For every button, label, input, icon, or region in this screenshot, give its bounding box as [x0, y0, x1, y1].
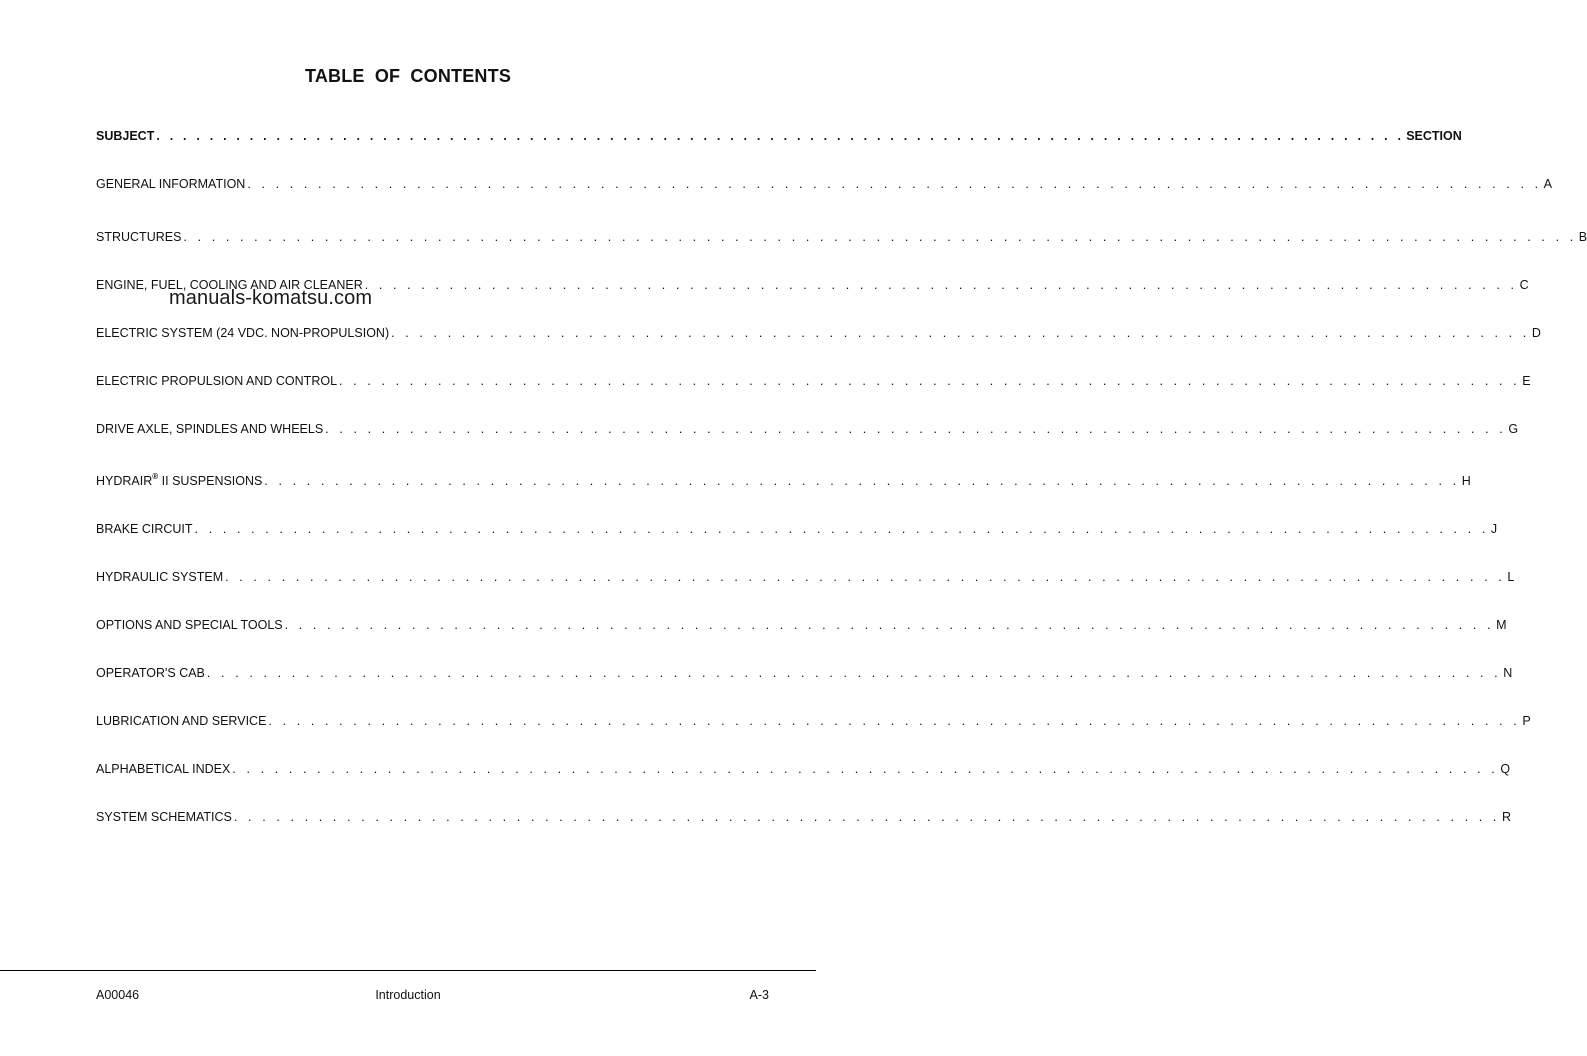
toc-entry-section: R [1501, 810, 1511, 824]
toc-header-row [96, 128, 1462, 144]
leader-dots: . . . . . . . . . . . . . . . . . . . . . . . . . . . . . . . . . . . . . . . . . . . . . . . . . . . . . . . . . . . . . . . . . . . . . . . . . . . . . . . . . . . . . . . . . . . . [206, 666, 1502, 680]
toc-entry-section: N [1503, 666, 1513, 680]
toc-entry-hydraulic-system[interactable] [96, 569, 1515, 585]
leader-dots: . . . . . . . . . . . . . . . . . . . . . . . . . . . . . . . . . . . . . . . . . . . . . . . . . . . . . . . . . . . . . . . . . . . . . . . . . . . . . . . . . . . . . . . . . . . . . . [156, 129, 1405, 143]
toc-entry-section: B [1578, 230, 1587, 244]
leader-dots: . . . . . . . . . . . . . . . . . . . . . . . . . . . . . . . . . . . . . . . . . . . . . . . . . . . . . . . . . . . . . . . . . . . . . . . . . . . . . . . . . . . . . [264, 474, 1460, 488]
footer-divider [0, 970, 816, 971]
toc-entry-alphabetical-index[interactable] [96, 761, 1511, 777]
toc-entry-label [96, 473, 262, 489]
toc-entry-section: J [1490, 522, 1498, 536]
toc-entry-structures[interactable] [96, 229, 1587, 245]
toc-entry-system-schematics[interactable] [96, 809, 1511, 825]
toc-entry-section: G [1508, 422, 1519, 436]
section-header: SECTION [1406, 129, 1462, 143]
toc-entry-label: HYDRAULIC SYSTEM [96, 570, 224, 584]
toc-entry-section: E [1522, 374, 1531, 388]
toc-entry-label: STRUCTURES [96, 230, 182, 244]
subject-header: SUBJECT [96, 129, 155, 143]
toc-entry-lubrication-service[interactable] [96, 713, 1531, 729]
hydrair-suffix: II SUSPENSIONS [158, 474, 263, 488]
toc-entry-label: LUBRICATION AND SERVICE [96, 714, 267, 728]
leader-dots: . . . . . . . . . . . . . . . . . . . . . . . . . . . . . . . . . . . . . . . . . . . . . . . . . . . . . . . . . . . . . . . . . . . . . . . . . . . . . . . . . . . . . . . . . . . . [247, 177, 1542, 191]
toc-entry-section: L [1507, 570, 1515, 584]
toc-entry-label: ELECTRIC SYSTEM (24 VDC. NON-PROPULSION) [96, 326, 390, 340]
toc-entry-label: DRIVE AXLE, SPINDLES AND WHEELS [96, 422, 324, 436]
toc-entry-section: H [1461, 474, 1471, 488]
toc-entry-drive-axle[interactable] [96, 421, 1519, 437]
leader-dots: . . . . . . . . . . . . . . . . . . . . . . . . . . . . . . . . . . . . . . . . . . . . . . . . . . . . . . . . . . . . . . . . . . . . . . . . . . . . . . . . . . [364, 278, 1518, 292]
toc-entry-label: GENERAL INFORMATION [96, 177, 246, 191]
toc-entry-section: D [1531, 326, 1541, 340]
toc-entry-section: C [1519, 278, 1529, 292]
toc-entry-brake-circuit[interactable] [96, 521, 1498, 537]
footer-page-number: A-3 [749, 988, 769, 1002]
toc-entry-label: OPERATOR'S CAB [96, 666, 205, 680]
toc-entry-section: A [1543, 177, 1553, 191]
toc-entry-section: M [1496, 618, 1507, 632]
toc-entry-label: SYSTEM SCHEMATICS [96, 810, 232, 824]
leader-dots: . . . . . . . . . . . . . . . . . . . . . . . . . . . . . . . . . . . . . . . . . . . . . . . . . . . . . . . . . . . . . . . . . . . . . . . . . . . . . . . . . . . . [325, 422, 1507, 436]
toc-entry-electric-system[interactable] [96, 325, 1541, 341]
leader-dots: . . . . . . . . . . . . . . . . . . . . . . . . . . . . . . . . . . . . . . . . . . . . . . . . . . . . . . . . . . . . . . . . . . . . . . . . . . . . . . . . . . . . . . . . . . [233, 810, 1500, 824]
leader-dots: . . . . . . . . . . . . . . . . . . . . . . . . . . . . . . . . . . . . . . . . . . . . . . . . . . . . . . . . . . . . . . . . . . . . . . . . . . . . . . . . . . . . [339, 374, 1521, 388]
toc-entry-section: Q [1500, 762, 1511, 776]
toc-entry-section: P [1522, 714, 1531, 728]
footer-document-number: A00046 [96, 988, 140, 1002]
leader-dots: . . . . . . . . . . . . . . . . . . . . . . . . . . . . . . . . . . . . . . . . . . . . . . . . . . . . . . . . . . . . . . . . . . . . . . . . . . . . . . . . . . . . . . . . . . [232, 762, 1499, 776]
leader-dots: . . . . . . . . . . . . . . . . . . . . . . . . . . . . . . . . . . . . . . . . . . . . . . . . . . . . . . . . . . . . . . . . . . . . . . . . . . . . . . . . . . . . . . [284, 618, 1495, 632]
watermark: manuals-komatsu.com [169, 287, 373, 309]
toc-entry-label: ENGINE, FUEL, COOLING AND AIR CLEANER [96, 278, 363, 292]
toc-entry-label: OPTIONS AND SPECIAL TOOLS [96, 618, 283, 632]
hydrair-name: HYDRAIR [96, 474, 153, 488]
toc-entry-general-information[interactable] [96, 176, 1553, 192]
toc-entry-options-special-tools[interactable] [96, 617, 1507, 633]
toc-entry-hydrair-suspensions[interactable] [96, 472, 1471, 489]
toc-entry-operators-cab[interactable] [96, 665, 1513, 681]
toc-entry-label: ELECTRIC PROPULSION AND CONTROL [96, 374, 338, 388]
leader-dots: . . . . . . . . . . . . . . . . . . . . . . . . . . . . . . . . . . . . . . . . . . . . . . . . . . . . . . . . . . . . . . . . . . . . . . . . . . . . . . . . . . . . . . . . . . . . . . . . . . . [183, 230, 1577, 244]
toc-entry-electric-propulsion[interactable] [96, 373, 1531, 389]
footer-section-title: Introduction [375, 988, 441, 1002]
leader-dots: . . . . . . . . . . . . . . . . . . . . . . . . . . . . . . . . . . . . . . . . . . . . . . . . . . . . . . . . . . . . . . . . . . . . . . . . . . . . . . . . . [391, 326, 1530, 340]
leader-dots: . . . . . . . . . . . . . . . . . . . . . . . . . . . . . . . . . . . . . . . . . . . . . . . . . . . . . . . . . . . . . . . . . . . . . . . . . . . . . . . . . . . . . . . . . [268, 714, 1521, 728]
toc-entry-label: ALPHABETICAL INDEX [96, 762, 231, 776]
registered-mark: ® [152, 472, 159, 481]
page-title: TABLE OF CONTENTS [304, 66, 512, 86]
leader-dots: . . . . . . . . . . . . . . . . . . . . . . . . . . . . . . . . . . . . . . . . . . . . . . . . . . . . . . . . . . . . . . . . . . . . . . . . . . . . . . . . . . . . . . . . . . . . [194, 522, 1489, 536]
leader-dots: . . . . . . . . . . . . . . . . . . . . . . . . . . . . . . . . . . . . . . . . . . . . . . . . . . . . . . . . . . . . . . . . . . . . . . . . . . . . . . . . . . . . . . . . . . . [225, 570, 1506, 584]
toc-entry-label: BRAKE CIRCUIT [96, 522, 193, 536]
